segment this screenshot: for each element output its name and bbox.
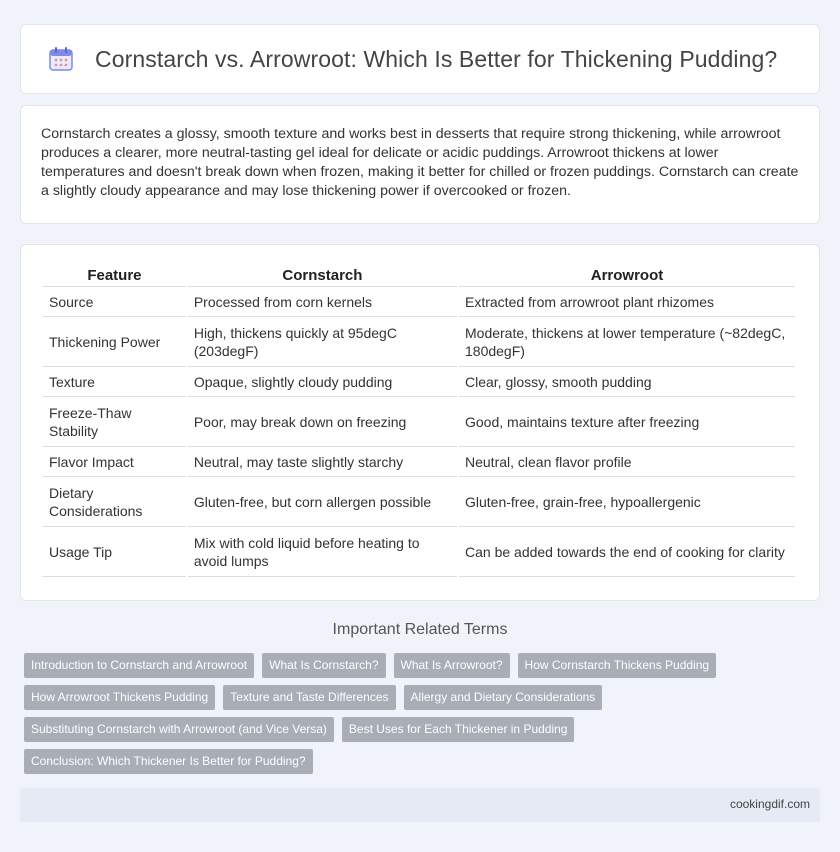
footer xyxy=(20,788,820,822)
intro-text: Cornstarch creates a glossy, smooth texture and works best in desserts that require strong thickening, while arrowroot produces a clearer, more neutral-tasting gel ideal for delicate or acidic puddings. Arrowroot thickens at lower temperatures and doesn't break down when frozen, making it better for chilled or frozen puddings. Cornstarch can create a slightly cloudy appearance and may lose thickening power if overcooked or frozen. xyxy=(41,126,799,199)
tag-row xyxy=(24,685,824,711)
tag-row xyxy=(24,749,824,775)
related-terms-tags xyxy=(24,653,824,781)
related-tag[interactable]: Substituting Cornstarch with Arrowroot (and Vice Versa) xyxy=(24,717,334,742)
table-row xyxy=(43,287,795,317)
table-row xyxy=(43,367,795,397)
feature-cell: Texture xyxy=(43,367,186,397)
related-tag[interactable]: Introduction to Cornstarch and Arrowroot xyxy=(24,653,254,678)
feature-cell: Dietary Considerations xyxy=(43,477,186,527)
site-name[interactable]: cookingdif.com xyxy=(729,797,810,811)
related-tag[interactable]: How Arrowroot Thickens Pudding xyxy=(24,685,215,710)
tag-row xyxy=(24,717,824,743)
table-row xyxy=(43,397,795,447)
table-row xyxy=(43,477,795,527)
cornstarch-cell: Neutral, may taste slightly starchy xyxy=(188,447,457,477)
header-feature: Feature xyxy=(43,265,186,287)
arrowroot-cell: Clear, glossy, smooth pudding xyxy=(459,367,795,397)
cornstarch-cell: Gluten-free, but corn allergen possible xyxy=(188,477,457,527)
tag-row xyxy=(24,653,824,679)
arrowroot-cell: Neutral, clean flavor profile xyxy=(459,447,795,477)
intro-card xyxy=(20,105,820,224)
header-cornstarch: Cornstarch xyxy=(188,265,457,287)
cornstarch-cell: Poor, may break down on freezing xyxy=(188,397,457,447)
comparison-table xyxy=(41,265,797,577)
feature-cell: Thickening Power xyxy=(43,317,186,367)
feature-cell: Source xyxy=(43,287,186,317)
page-title: Cornstarch vs. Arrowroot: Which Is Better for Thickening Pudding? xyxy=(95,45,778,72)
arrowroot-cell: Gluten-free, grain-free, hypoallergenic xyxy=(459,477,795,527)
calendar-icon xyxy=(47,45,75,73)
feature-cell: Flavor Impact xyxy=(43,447,186,477)
cornstarch-cell: Opaque, slightly cloudy pudding xyxy=(188,367,457,397)
related-tag[interactable]: How Cornstarch Thickens Pudding xyxy=(518,653,717,678)
related-tag[interactable]: Allergy and Dietary Considerations xyxy=(404,685,603,710)
related-tag[interactable]: Best Uses for Each Thickener in Pudding xyxy=(342,717,575,742)
cornstarch-cell: Mix with cold liquid before heating to avoid lumps xyxy=(188,527,457,577)
cornstarch-cell: Processed from corn kernels xyxy=(188,287,457,317)
arrowroot-cell: Moderate, thickens at lower temperature (~82degC, 180degF) xyxy=(459,317,795,367)
table-row xyxy=(43,317,795,367)
header-card xyxy=(20,24,820,94)
arrowroot-cell: Good, maintains texture after freezing xyxy=(459,397,795,447)
related-tag[interactable]: Texture and Taste Differences xyxy=(223,685,395,710)
table-header-row xyxy=(43,265,795,287)
arrowroot-cell: Can be added towards the end of cooking for clarity xyxy=(459,527,795,577)
feature-cell: Usage Tip xyxy=(43,527,186,577)
feature-cell: Freeze-Thaw Stability xyxy=(43,397,186,447)
comparison-card xyxy=(20,244,820,601)
arrowroot-cell: Extracted from arrowroot plant rhizomes xyxy=(459,287,795,317)
table-row xyxy=(43,447,795,477)
related-terms-title: Important Related Terms xyxy=(332,621,508,638)
table-row xyxy=(43,527,795,577)
header-arrowroot: Arrowroot xyxy=(459,265,795,287)
cornstarch-cell: High, thickens quickly at 95degC (203degF) xyxy=(188,317,457,367)
related-tag[interactable]: What Is Arrowroot? xyxy=(394,653,510,678)
related-tag[interactable]: Conclusion: Which Thickener Is Better for Pudding? xyxy=(24,749,313,774)
related-tag[interactable]: What Is Cornstarch? xyxy=(262,653,385,678)
